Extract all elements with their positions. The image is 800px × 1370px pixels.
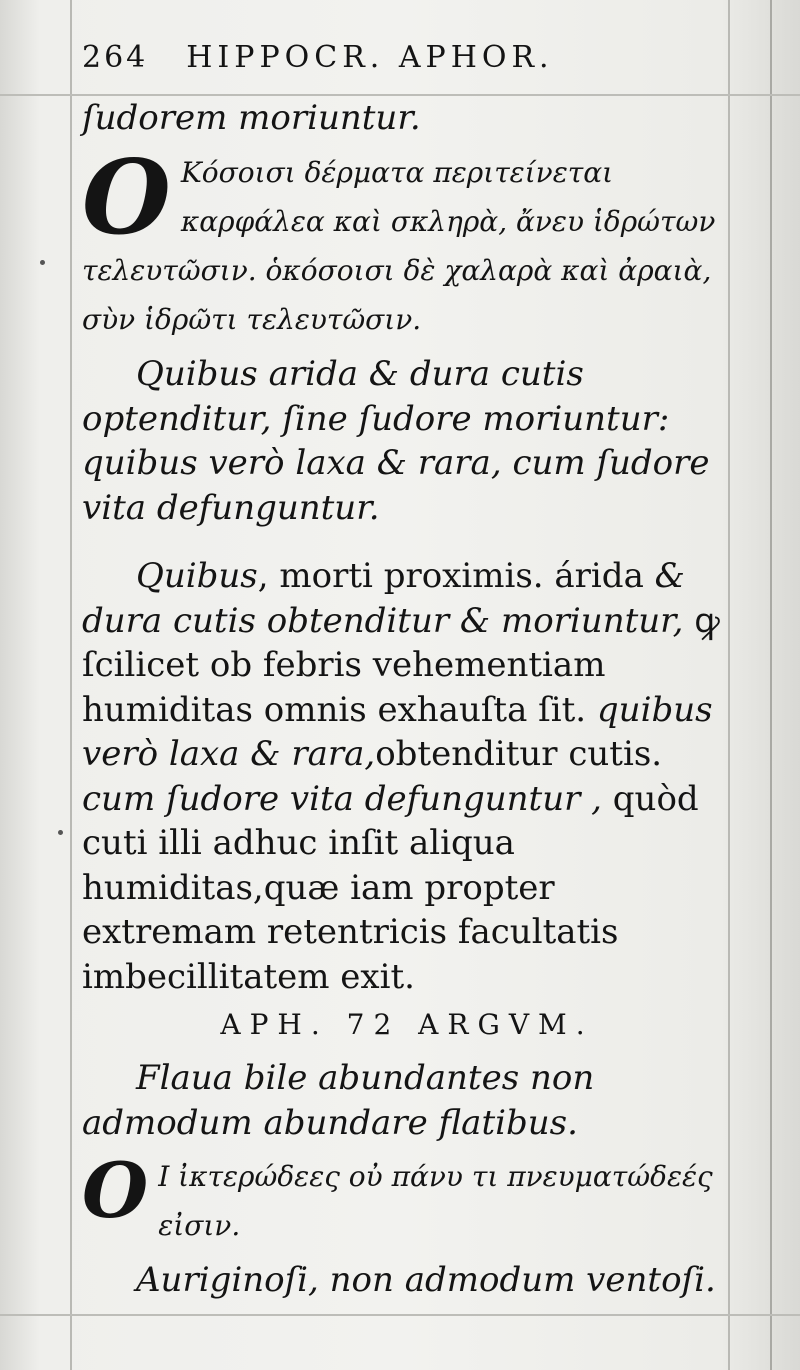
carryover-line: ſudorem moriuntur. bbox=[82, 98, 421, 138]
latin-translation-2: Auriginoſi, non admodum ventoſi. bbox=[136, 1260, 716, 1300]
page-number: 264 bbox=[82, 40, 149, 75]
ink-speck bbox=[58, 830, 63, 835]
commentary-part-3: & dura cutis obtenditur & moriuntur, bbox=[82, 556, 685, 641]
latin-translation-1: Quibus arida & dura cutis optenditur, ſine ſudore moriuntur: quibus verò laxa & rara, cum ſudore vita defunguntur. bbox=[82, 354, 710, 528]
commentary-paragraph bbox=[82, 554, 732, 999]
argument-text: Flaua bile abundantes non admodum abundare flatibus. bbox=[82, 1058, 595, 1143]
commentary-part-7: cum ſudore vita defunguntur , bbox=[82, 778, 602, 819]
greek-aphorism-2-text: Ι ἰκτερώδεες οὐ πάνυ τι πνευματώδεές εἰσιν. bbox=[158, 1160, 713, 1242]
running-header bbox=[82, 40, 642, 90]
commentary-part-8: quòd cuti illi adhuc inſit aliqua humiditas,quæ iam propter extremam retentricis facultatis imbecillitatem exit. bbox=[82, 778, 699, 997]
commentary-part-1: Quibus bbox=[136, 556, 258, 596]
commentary-part-4: ꝙ ſcilicet ob febris vehementiam humiditas omnis exhauſta ſit. bbox=[82, 600, 720, 730]
section-heading: APH. 72 ARGVM. bbox=[220, 1008, 594, 1041]
drop-cap-2: O bbox=[82, 1146, 149, 1235]
drop-cap-1: O bbox=[82, 138, 171, 258]
commentary-part-5: quibus verò laxa & rara, bbox=[82, 689, 713, 774]
greek-aphorism-2 bbox=[82, 1146, 722, 1250]
bottom-rule bbox=[0, 1314, 800, 1316]
commentary-part-6: obtenditur cutis. bbox=[375, 734, 663, 774]
commentary-part-2: , morti proximis. árida bbox=[257, 556, 644, 596]
outer-edge-rule bbox=[770, 0, 772, 1370]
running-title: HIPPOCR. APHOR. bbox=[186, 40, 554, 75]
left-margin-rule bbox=[70, 0, 72, 1370]
greek-aphorism-1 bbox=[82, 138, 722, 344]
greek-aphorism-1-text: Κόσοισι δέρματα περιτείνεται καρφάλεα καὶ σκληρὰ, ἄνευ ἱδρώτων τελευτῶσιν. ὁκόσοισι δὲ χαλαρὰ καὶ ἀραιὰ, σὺν ἱδρῶτι τελευτῶσιν. bbox=[82, 156, 716, 336]
ink-speck bbox=[40, 260, 45, 265]
